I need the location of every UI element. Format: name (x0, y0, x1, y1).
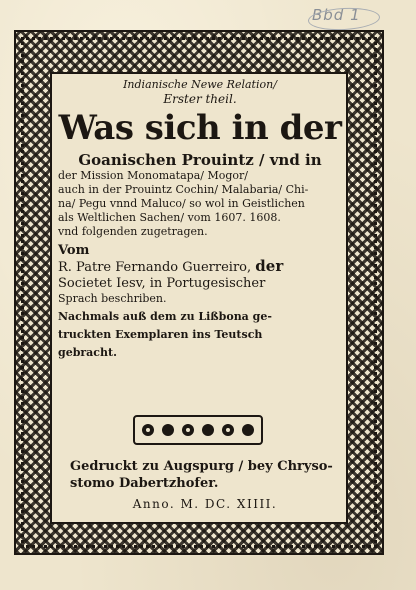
author-line-3: Sprach beschriben. (58, 292, 167, 305)
body-line-1: der Mission Monomatapa/ Mogor/ (58, 169, 248, 182)
imprint-line-1: Gedruckt zu Augspurg / bey Chryso- (70, 459, 333, 474)
main-headline: Was sich in der (58, 108, 342, 148)
body-line-5: vnd folgenden zugetragen. (58, 225, 208, 238)
vom-label: Vom (58, 243, 90, 258)
author-line-1 (58, 258, 342, 276)
shelfmark-stamp: Bbd 1 (312, 6, 378, 28)
author-line-2: Societet Iesv, in Portugesischer (58, 276, 266, 291)
body-line-4: als Weltlichen Sachen/ vom 1607. 1608. (58, 211, 281, 224)
title-text-block (58, 78, 342, 360)
series-title: Indianische Newe Relation/ (123, 78, 277, 91)
author-der: der (255, 257, 284, 275)
printer-ornament-icon (128, 410, 268, 450)
imprint-line-2: stomo Dabertzhofer. (70, 476, 219, 491)
body-line-3: na/ Pegu vnnd Maluco/ so wol in Geistlichen (58, 197, 305, 210)
nachmals-line-3: gebracht. (58, 346, 117, 359)
publication-year: Anno. M. DC. XIIII. (132, 497, 278, 511)
part-title: Erster theil. (163, 92, 237, 106)
body-line-2: auch in der Prouintz Cochin/ Malabaria/ Chi- (58, 183, 309, 196)
imprint (70, 458, 340, 492)
nachmals-line-2: truckten Exemplaren ins Teutsch (58, 328, 263, 341)
nachmals-line-1: Nachmals auß dem zu Lißbona ge- (58, 310, 272, 323)
author-name: R. Patre Fernando Guerreiro, (58, 260, 252, 275)
subtitle-line: Goanischen Prouintz / vnd in (78, 151, 322, 169)
